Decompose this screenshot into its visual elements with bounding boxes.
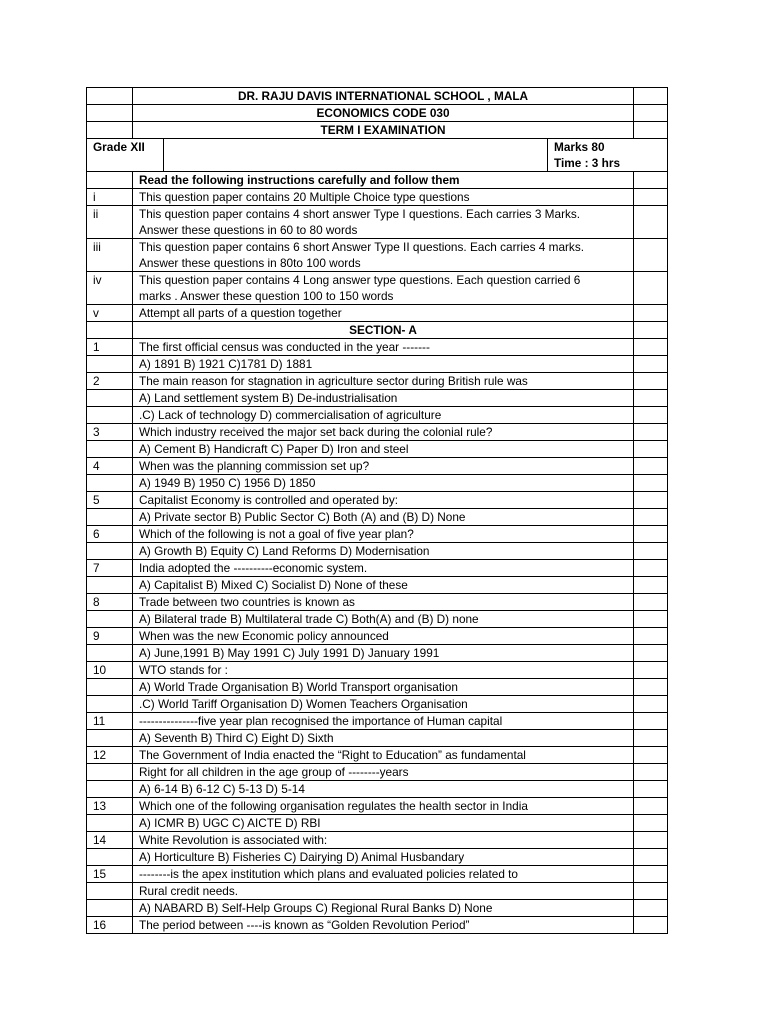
question-row (87, 900, 668, 917)
question-row (87, 526, 668, 543)
row-end-cell (634, 798, 668, 815)
question-option-line: A) Cement B) Handicraft C) Paper D) Iron and steel (133, 441, 634, 458)
row-end-cell (634, 373, 668, 390)
row-end-cell (634, 611, 668, 628)
row-end-cell (634, 662, 668, 679)
question-number-cell (87, 475, 133, 492)
instruction-line: Answer these questions in 80to 100 words (139, 256, 361, 270)
question-option-line: A) World Trade Organisation B) World Transport organisation (133, 679, 634, 696)
question-row (87, 866, 668, 883)
question-number: 4 (87, 458, 133, 475)
question-number-cell (87, 849, 133, 866)
question-row (87, 662, 668, 679)
row-end-cell (634, 356, 668, 373)
question-option-line: A) Private sector B) Public Sector C) Both (A) and (B) D) None (133, 509, 634, 526)
question-row (87, 577, 668, 594)
instruction-line: Answer these questions in 60 to 80 words (139, 223, 358, 237)
question-row (87, 611, 668, 628)
exam-title: TERM I EXAMINATION (133, 122, 634, 139)
question-text: The Government of India enacted the “Right to Education” as fundamental (133, 747, 634, 764)
question-row (87, 696, 668, 713)
question-row (87, 645, 668, 662)
row-end-cell (634, 458, 668, 475)
question-number: 8 (87, 594, 133, 611)
question-text: When was the planning commission set up? (133, 458, 634, 475)
row-end-cell (634, 272, 668, 305)
question-row (87, 407, 668, 424)
question-row (87, 883, 668, 900)
instruction-line: Attempt all parts of a question together (139, 306, 342, 320)
instruction-number: iii (87, 239, 133, 272)
instruction-text (133, 305, 634, 322)
question-text: --------is the apex institution which plans and evaluated policies related to (133, 866, 634, 883)
question-option-line: A) Capitalist B) Mixed C) Socialist D) None of these (133, 577, 634, 594)
marks-label: Marks 80 (554, 140, 605, 154)
header-left-cell (87, 105, 133, 122)
question-row (87, 832, 668, 849)
section-right-cell (634, 322, 668, 339)
header-right-cell (634, 105, 668, 122)
row-end-cell (634, 339, 668, 356)
row-end-cell (634, 866, 668, 883)
instruction-row (87, 305, 668, 322)
question-text: When was the new Economic policy announced (133, 628, 634, 645)
question-number: 9 (87, 628, 133, 645)
question-number: 7 (87, 560, 133, 577)
question-option-line: A) Land settlement system B) De-industrialisation (133, 390, 634, 407)
instruction-number: v (87, 305, 133, 322)
question-number-cell (87, 356, 133, 373)
question-number-cell (87, 390, 133, 407)
question-option-line: Rural credit needs. (133, 883, 634, 900)
question-row (87, 730, 668, 747)
question-option-line: A) 1891 B) 1921 C)1781 D) 1881 (133, 356, 634, 373)
instruction-text (133, 206, 634, 239)
question-text: Which one of the following organisation regulates the health sector in India (133, 798, 634, 815)
marks-time-cell (548, 139, 668, 172)
question-text: White Revolution is associated with: (133, 832, 634, 849)
question-number: 14 (87, 832, 133, 849)
question-row (87, 509, 668, 526)
row-end-cell (634, 815, 668, 832)
section-left-cell (87, 322, 133, 339)
question-option-line: A) Growth B) Equity C) Land Reforms D) Modernisation (133, 543, 634, 560)
section-title: SECTION- A (133, 322, 634, 339)
row-end-cell (634, 475, 668, 492)
question-text: India adopted the ----------economic system. (133, 560, 634, 577)
question-row (87, 917, 668, 934)
header-row-subject (87, 105, 668, 122)
row-end-cell (634, 628, 668, 645)
question-row (87, 628, 668, 645)
question-number: 15 (87, 866, 133, 883)
row-end-cell (634, 526, 668, 543)
question-number-cell (87, 730, 133, 747)
row-end-cell (634, 832, 668, 849)
row-end-cell (634, 730, 668, 747)
instruction-number: ii (87, 206, 133, 239)
question-row (87, 713, 668, 730)
row-end-cell (634, 509, 668, 526)
question-number: 3 (87, 424, 133, 441)
row-end-cell (634, 849, 668, 866)
question-row (87, 679, 668, 696)
question-number-cell (87, 781, 133, 798)
header-left-cell (87, 88, 133, 105)
row-end-cell (634, 390, 668, 407)
question-text: WTO stands for : (133, 662, 634, 679)
row-end-cell (634, 781, 668, 798)
row-end-cell (634, 900, 668, 917)
question-row (87, 798, 668, 815)
instruction-line: This question paper contains 6 short Answer Type II questions. Each carries 4 marks. (139, 240, 585, 254)
question-option-line: A) ICMR B) UGC C) AICTE D) RBI (133, 815, 634, 832)
instructions-heading-row (87, 172, 668, 189)
question-number-cell (87, 900, 133, 917)
exam-paper-table (86, 87, 668, 934)
question-text: ---------------five year plan recognised the importance of Human capital (133, 713, 634, 730)
instruction-row (87, 272, 668, 305)
instruction-text (133, 189, 634, 206)
question-text: The period between ----is known as “Golden Revolution Period” (133, 917, 634, 934)
question-number: 1 (87, 339, 133, 356)
question-row (87, 594, 668, 611)
time-label: Time : 3 hrs (554, 156, 621, 170)
question-text: The main reason for stagnation in agriculture sector during British rule was (133, 373, 634, 390)
question-option-line: A) June,1991 B) May 1991 C) July 1991 D) January 1991 (133, 645, 634, 662)
question-number-cell (87, 441, 133, 458)
question-text: Capitalist Economy is controlled and operated by: (133, 492, 634, 509)
school-name: DR. RAJU DAVIS INTERNATIONAL SCHOOL , MALA (133, 88, 634, 105)
row-end-cell (634, 206, 668, 239)
question-row (87, 815, 668, 832)
row-end-cell (634, 917, 668, 934)
instruction-number: iv (87, 272, 133, 305)
instruction-line: This question paper contains 4 Long answer type questions. Each question carried 6 (139, 273, 581, 287)
question-number-cell (87, 679, 133, 696)
question-number: 2 (87, 373, 133, 390)
row-end-cell (634, 407, 668, 424)
question-number-cell (87, 645, 133, 662)
question-row (87, 458, 668, 475)
row-end-cell (634, 424, 668, 441)
question-number-cell (87, 577, 133, 594)
instruction-line: marks . Answer these question 100 to 150 words (139, 289, 394, 303)
row-end-cell (634, 679, 668, 696)
question-row (87, 781, 668, 798)
instruction-line: This question paper contains 4 short answer Type I questions. Each carries 3 Marks. (139, 207, 581, 221)
question-row (87, 747, 668, 764)
header-left-cell (87, 122, 133, 139)
row-end-cell (634, 883, 668, 900)
question-row (87, 390, 668, 407)
question-option-line: .C) Lack of technology D) commercialisation of agriculture (133, 407, 634, 424)
question-number: 13 (87, 798, 133, 815)
question-number: 12 (87, 747, 133, 764)
question-row (87, 424, 668, 441)
header-right-cell (634, 122, 668, 139)
instruction-text (133, 239, 634, 272)
question-number: 6 (87, 526, 133, 543)
instruction-row (87, 189, 668, 206)
question-row (87, 492, 668, 509)
question-row (87, 560, 668, 577)
row-end-cell (634, 713, 668, 730)
instructions-heading: Read the following instructions carefully and follow them (133, 172, 634, 189)
question-text: The first official census was conducted in the year ------- (133, 339, 634, 356)
question-number-cell (87, 815, 133, 832)
question-row (87, 849, 668, 866)
header-right-cell (634, 88, 668, 105)
instruction-line: This question paper contains 20 Multiple Choice type questions (139, 190, 470, 204)
instruction-row (87, 206, 668, 239)
question-option-line: Right for all children in the age group of --------years (133, 764, 634, 781)
question-number-cell (87, 543, 133, 560)
question-number: 10 (87, 662, 133, 679)
question-option-line: A) NABARD B) Self-Help Groups C) Regional Rural Banks D) None (133, 900, 634, 917)
question-number-cell (87, 611, 133, 628)
row-end-cell (634, 543, 668, 560)
question-number: 5 (87, 492, 133, 509)
row-end-cell (634, 189, 668, 206)
header-row-grade (87, 139, 668, 172)
header-blank-cell (164, 139, 548, 172)
question-number-cell (87, 883, 133, 900)
header-row-exam (87, 122, 668, 139)
question-option-line: .C) World Tariff Organisation D) Women Teachers Organisation (133, 696, 634, 713)
question-text: Which industry received the major set back during the colonial rule? (133, 424, 634, 441)
question-number-cell (87, 764, 133, 781)
row-end-cell (634, 172, 668, 189)
instruction-text (133, 272, 634, 305)
row-end-cell (634, 747, 668, 764)
question-row (87, 441, 668, 458)
question-option-line: A) Horticulture B) Fisheries C) Dairying D) Animal Husbandary (133, 849, 634, 866)
question-option-line: A) Bilateral trade B) Multilateral trade C) Both(A) and (B) D) none (133, 611, 634, 628)
row-end-cell (634, 696, 668, 713)
row-end-cell (634, 239, 668, 272)
question-row (87, 339, 668, 356)
grade-label: Grade XII (87, 139, 164, 172)
question-row (87, 356, 668, 373)
row-end-cell (634, 645, 668, 662)
question-number: 11 (87, 713, 133, 730)
question-number: 16 (87, 917, 133, 934)
subject-code: ECONOMICS CODE 030 (133, 105, 634, 122)
question-text: Which of the following is not a goal of five year plan? (133, 526, 634, 543)
question-number-cell (87, 407, 133, 424)
row-end-cell (634, 560, 668, 577)
question-number-cell (87, 696, 133, 713)
instruction-number: i (87, 189, 133, 206)
question-row (87, 543, 668, 560)
row-end-cell (634, 764, 668, 781)
header-row-school (87, 88, 668, 105)
instruction-row (87, 239, 668, 272)
row-end-cell (634, 441, 668, 458)
row-end-cell (634, 492, 668, 509)
question-text: Trade between two countries is known as (133, 594, 634, 611)
exam-paper-body (87, 88, 668, 934)
row-number (87, 172, 133, 189)
question-row (87, 373, 668, 390)
row-end-cell (634, 305, 668, 322)
row-end-cell (634, 577, 668, 594)
section-row (87, 322, 668, 339)
question-row (87, 475, 668, 492)
row-end-cell (634, 594, 668, 611)
question-row (87, 764, 668, 781)
question-option-line: A) 6-14 B) 6-12 C) 5-13 D) 5-14 (133, 781, 634, 798)
question-number-cell (87, 509, 133, 526)
question-option-line: A) Seventh B) Third C) Eight D) Sixth (133, 730, 634, 747)
question-option-line: A) 1949 B) 1950 C) 1956 D) 1850 (133, 475, 634, 492)
